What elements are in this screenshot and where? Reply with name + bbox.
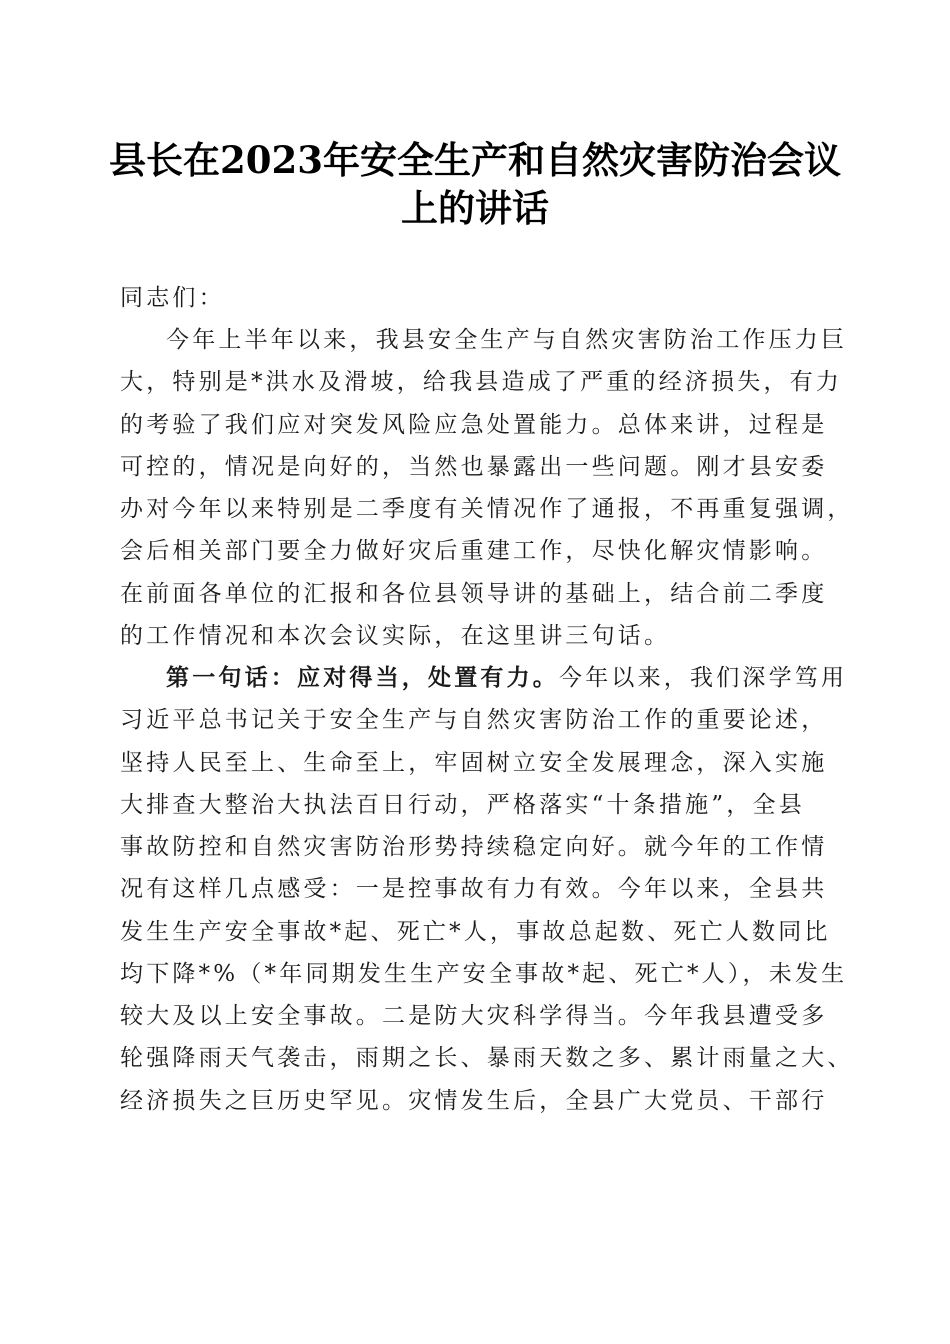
paragraph-1 xyxy=(120,319,854,657)
document-title-line-1: 县长在2023年安全生产和自然灾害防治会议 xyxy=(109,138,841,182)
paragraph-line: 会后相关部门要全力做好灾后重建工作，尽快化解灾情影响。 xyxy=(120,538,828,565)
paragraph-line: 的考验了我们应对突发风险应急处置能力。总体来讲，过程是 xyxy=(120,411,828,438)
paragraph-first-line xyxy=(120,657,848,699)
paragraph-line: 发生生产安全事故*起、死亡*人，事故总起数、死亡人数同比 xyxy=(120,918,831,945)
section-heading: 第一句话：应对得当，处置有力。 xyxy=(166,664,559,691)
paragraph-line: 经济损失之巨历史罕见。灾情发生后，全县广大党员、干部行 xyxy=(120,1087,828,1114)
paragraph-line: 事故防控和自然灾害防治形势持续稳定向好。就今年的工作情 xyxy=(120,834,828,860)
paragraph-line: 大排查大整治大执法百日行动，严格落实“十条措施”，全县 xyxy=(120,791,805,818)
paragraph-line: 况有这样几点感受：一是控事故有力有效。今年以来，全县共 xyxy=(120,876,828,903)
paragraph-line: 习近平总书记关于安全生产与自然灾害防治工作的重要论述， xyxy=(120,707,828,734)
paragraph-line: 坚持人民至上、生命至上，牢固树立安全发展理念，深入实施 xyxy=(120,749,828,776)
paragraph-line: 较大及以上安全事故。二是防大灾科学得当。今年我县遭受多 xyxy=(120,1003,828,1029)
paragraph-line: 大，特别是*洪水及滑坡，给我县造成了严重的经济损失，有力 xyxy=(120,369,843,396)
paragraph-line: 均下降*%（*年同期发生生产安全事故*起、死亡*人），未发生 xyxy=(120,960,848,987)
paragraph-line: 可控的，情况是向好的，当然也暴露出一些问题。刚才县安委 xyxy=(120,453,828,480)
paragraph-2 xyxy=(120,657,854,1122)
salutation: 同志们： xyxy=(120,285,225,311)
paragraph-line: 的工作情况和本次会议实际，在这里讲三句话。 xyxy=(120,622,671,649)
paragraph-line: 今年上半年以来，我县安全生产与自然灾害防治工作压力巨 xyxy=(166,327,848,353)
paragraph-line: 轮强降雨天气袭击，雨期之长、暴雨天数之多、累计雨量之大、 xyxy=(120,1045,854,1072)
paragraph-line-rest: 今年以来，我们深学笃用 xyxy=(559,665,848,691)
paragraph-line: 办对今年以来特别是二季度有关情况作了通报，不再重复强调， xyxy=(120,496,854,522)
document-title-line-2: 上的讲话 xyxy=(401,186,549,230)
paragraph-line: 在前面各单位的汇报和各位县领导讲的基础上，结合前二季度 xyxy=(120,580,828,607)
